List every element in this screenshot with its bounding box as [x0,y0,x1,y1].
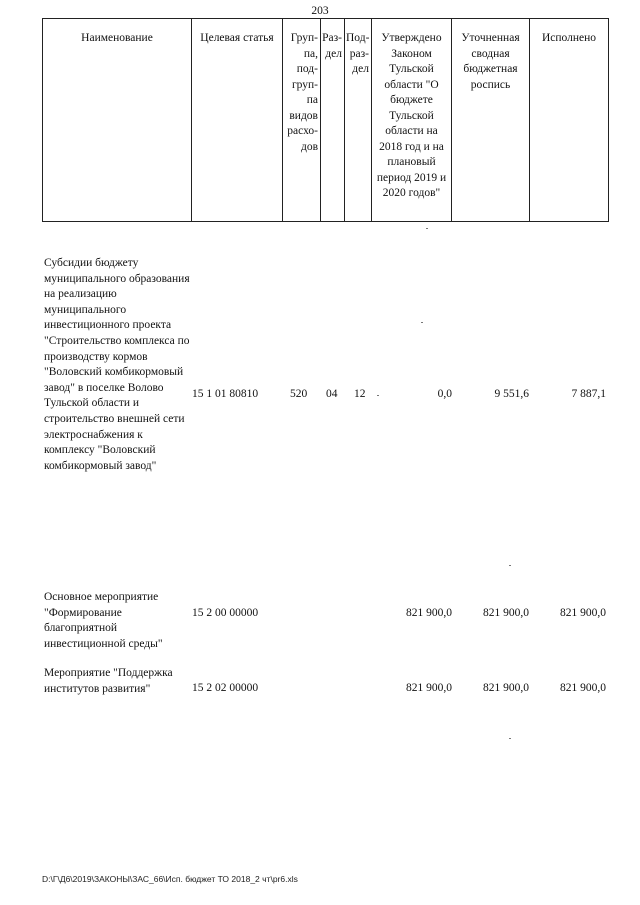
scan-speck [426,228,428,229]
row-name: Основное мероприятие "Формирование благоприятной инвестиционной среды" [44,591,163,650]
header-name: Наименование [43,19,192,222]
scan-speck [509,738,511,739]
row-approved: 0,0 [437,388,452,400]
row-subsection: 12 [354,388,366,400]
row-approved: 821 900,0 [406,682,452,694]
scan-speck [421,322,423,323]
scan-speck [377,395,379,396]
file-path-footer: D:\Г\Д6\2019\ЗАКОНЫ\ЗАС_66\Исп. бюджет ТО 2018_2 чт\pr6.xls [42,874,298,884]
row-approved: 821 900,0 [406,607,452,619]
row-refined: 821 900,0 [483,682,529,694]
row-expense-group: 520 [290,388,308,400]
row-target-code: 15 2 02 00000 [192,682,259,694]
row-refined: 9 551,6 [494,388,529,400]
row-executed: 821 900,0 [560,607,606,619]
row-target-code: 15 1 01 80810 [192,388,259,400]
header-refined-budget: Уточненная сводная бюджетная роспись [452,19,530,222]
column-header-table [42,18,609,222]
row-executed: 821 900,0 [560,682,606,694]
header-section: Раз-дел [321,19,345,222]
header-target-article: Целевая статья [192,19,283,222]
table-row [42,256,608,546]
row-refined: 821 900,0 [483,607,529,619]
table-row [42,590,608,660]
header-expense-group: Груп-па, под-груп-па видов расхо-дов [283,19,321,222]
header-approved: Утверждено Законом Тульской области "О бюджете Тульской области на 2018 год и на плановый период 2019 и 2020 годов" [372,19,452,222]
row-target-code: 15 2 00 00000 [192,607,259,619]
table-row [42,666,608,716]
row-executed: 7 887,1 [571,388,606,400]
row-name: Мероприятие "Поддержка институтов развития" [44,667,173,695]
header-subsection: Под-раз-дел [345,19,372,222]
scan-speck [509,565,511,566]
header-executed: Исполнено [530,19,609,222]
row-name: Субсидии бюджету муниципального образования на реализацию муниципального инвестиционного проекта "Строительство комплекса по производству кормов "Воловский комбикормовый завод" в поселке Волово Тульской области и строительство внешней сети электроснабжения к комплексу "Воловский комбикормовый завод" [44,257,190,472]
page-number: 203 [311,5,329,17]
row-section: 04 [326,388,338,400]
